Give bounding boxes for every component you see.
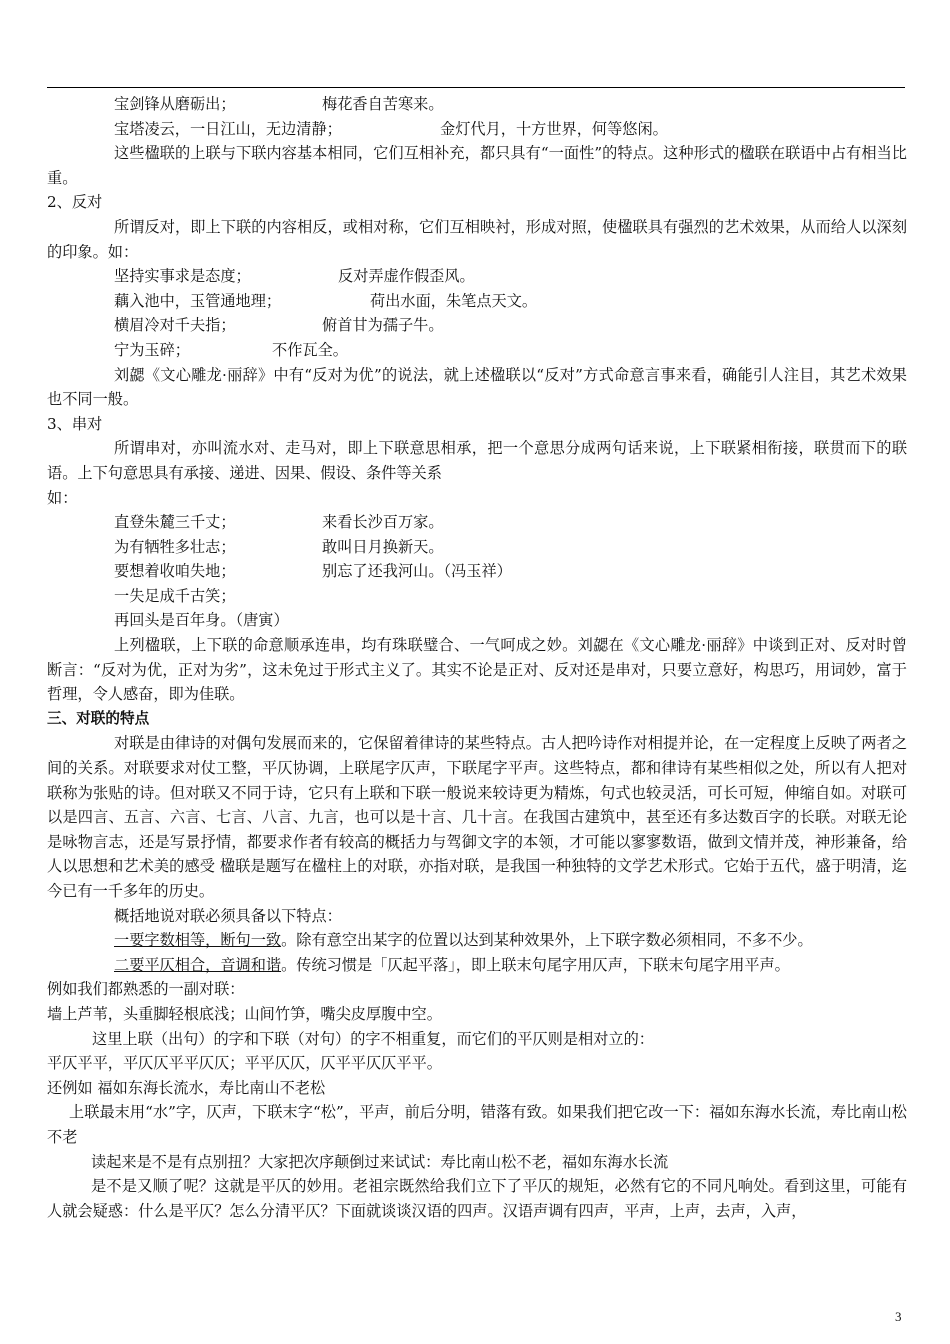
read-line: 读起来是不是有点别扭？大家把次序颠倒过来试试：寿比南山松不老，福如东海水长流 bbox=[91, 1152, 669, 1171]
upper-line: 宝塔凌云，一日江山，无边清静； bbox=[114, 119, 342, 138]
upper-line: 藕入池中，玉管通地理； bbox=[114, 291, 282, 310]
rule-two bbox=[47, 953, 907, 978]
label-ru: 如： bbox=[47, 488, 78, 507]
upper-line: 为有牺牲多壮志； bbox=[114, 537, 236, 556]
lower-line: 梅花香自苦寒来。 bbox=[322, 95, 444, 113]
header-rule bbox=[47, 87, 905, 88]
paragraph-chuandui: 所谓串对，亦叫流水对、走马对，即上下联意思相承，把一个意思分成两句话来说，上下联紧相衔接，联贯而下的联语。上下句意思具有承接、递进、因果、假设、条件等关系 bbox=[47, 439, 907, 482]
paragraph-shunle: 是不是又顺了呢？这就是平仄的妙用。老祖宗既然给我们立下了平仄的规矩，必然有它的不同凡响处。看到这里，可能有人就会疑惑：什么是平仄？怎么分清平仄？下面就谈谈汉语的四声。汉语声调有四声，平声，上声，去声，入声， bbox=[47, 1177, 907, 1220]
couplet-line bbox=[47, 584, 907, 609]
couplet-line bbox=[47, 608, 907, 633]
paragraph-shui: 上联最末用“水”字，仄声，下联末字“松”，平声，前后分明，错落有致。如果我们把它改一下：福如东海水长流，寿比南山松不老 bbox=[47, 1103, 907, 1146]
rule-one-title: 一要字数相等，断句一致 bbox=[114, 931, 282, 950]
paragraph-summary: 上列楹联，上下联的命意顺承连串，均有珠联璧合、一气呵成之妙。刘勰在《文心雕龙·丽辞》中谈到正对、反对时曾断言：“反对为优，正对为劣”，这未免过于形式主义了。其实不论是正对、反对还是串对，只要立意好，构思巧，用词妙，富于哲理，令人感奋，即为佳联。 bbox=[47, 636, 907, 704]
paragraph-onesided: 这些楹联的上联与下联内容基本相同，它们互相补充，都只具有“一面性”的特点。这种形式的楹联在联语中占有相当比重。 bbox=[47, 144, 907, 187]
paragraph-fandui: 所谓反对，即上下联的内容相反，或相对称，它们互相映衬，形成对照，使楹联具有强烈的艺术效果，从而给人以深刻的印象。如： bbox=[47, 217, 907, 261]
paragraph-features: 对联是由律诗的对偶句发展而来的，它保留着律诗的某些特点。古人把吟诗作对相提并论，在一定程度上反映了两者之间的关系。对联要求对仗工整，平仄协调，上联尾字仄声，下联尾字平声。这些特点，都和律诗有某些相似之处，所以有人把对联称为张贴的诗。但对联又不同于诗，它只有上联和下联一般说来较诗更为精炼，句式也较灵活，可长可短，伸缩自如。对联可以是四言、五言、六言、七言、八言、九言，也可以是十言、几十言。在我国古建筑中，甚至还有多达数百字的长联。对联无论是咏物言志，还是写景抒情，都要求作者有较高的概括力与驾御文字的本领，才可能以寥寥数语，做到文情并茂，神形兼备，给人以思想和艺术美的感受 楹联是题写在楹柱上的对联，亦指对联，是我国一种独特的文学艺术形式。它始于五代，盛于明清，迄今已有一千多年的历史。 bbox=[47, 734, 907, 900]
couplet-pair bbox=[47, 338, 907, 363]
couplet-pair bbox=[47, 535, 907, 560]
subheading-fandui: 2、反对 bbox=[47, 193, 103, 212]
section-heading: 三、对联的特点 bbox=[47, 709, 150, 727]
rule-two-title: 二要平仄相合，音调和谐 bbox=[114, 955, 282, 974]
upper-line: 要想着收咱失地； bbox=[114, 562, 236, 581]
paragraph-gaikuo: 概括地说对联必须具备以下特点： bbox=[114, 906, 342, 925]
page-number: 3 bbox=[895, 1309, 902, 1324]
example-intro: 例如我们都熟悉的一副对联： bbox=[47, 980, 245, 999]
lower-line: 来看长沙百万家。 bbox=[322, 513, 444, 532]
upper-line: 横眉冷对千夫指； bbox=[114, 316, 236, 335]
subheading-chuandui: 3、串对 bbox=[47, 414, 103, 433]
upper-line: 宝剑锋从磨砺出； bbox=[114, 95, 236, 113]
document-page bbox=[47, 92, 907, 1223]
example-explain: 这里上联（出句）的字和下联（对句）的字不相重复，而它们的平仄则是相对立的： bbox=[92, 1029, 654, 1048]
upper-line: 直登朱麓三千丈； bbox=[114, 513, 236, 532]
lower-line: 金灯代月，十方世界，何等悠闲。 bbox=[440, 119, 668, 138]
lower-line: 不作瓦全。 bbox=[272, 340, 348, 359]
another-example: 还例如 福如东海长流水，寿比南山不老松 bbox=[47, 1078, 326, 1097]
couplet-pair bbox=[47, 510, 907, 535]
lower-line: 反对弄虚作假歪风。 bbox=[338, 267, 475, 286]
upper-line: 一失足成千古笑； bbox=[114, 586, 236, 605]
lower-line: 别忘了还我河山。（冯玉祥） bbox=[322, 562, 512, 581]
rule-one bbox=[47, 928, 907, 953]
couplet-pair bbox=[47, 289, 907, 314]
couplet-pair bbox=[47, 264, 907, 289]
paragraph-liuxie: 刘勰《文心雕龙·丽辞》中有“反对为优”的说法，就上述楹联以“反对”方式命意言事来看，确能引人注目，其艺术效果也不同一般。 bbox=[47, 365, 907, 409]
rule-two-text: 。传统习惯是「仄起平落」，即上联末句尾字用仄声，下联末句尾字用平声。 bbox=[281, 955, 790, 974]
couplet-pair bbox=[47, 92, 907, 117]
couplet-pair bbox=[47, 559, 907, 584]
pingze-pattern: 平仄平平，平仄仄平平仄仄；平平仄仄，仄平平仄仄平平。 bbox=[47, 1054, 442, 1073]
couplet-pair bbox=[47, 117, 907, 142]
lower-line: 敢叫日月换新天。 bbox=[322, 537, 444, 556]
example-couplet: 墙上芦苇，头重脚轻根底浅；山间竹笋，嘴尖皮厚腹中空。 bbox=[47, 1004, 442, 1023]
lower-line: 再回头是百年身。（唐寅） bbox=[114, 611, 289, 630]
couplet-pair bbox=[47, 313, 907, 338]
rule-one-text: 。除有意空出某字的位置以达到某种效果外，上下联字数必须相同，不多不少。 bbox=[281, 931, 813, 950]
lower-line: 荷出水面，朱笔点天文。 bbox=[370, 291, 538, 310]
lower-line: 俯首甘为孺子牛。 bbox=[322, 316, 444, 335]
upper-line: 宁为玉碎； bbox=[114, 340, 190, 359]
upper-line: 坚持实事求是态度； bbox=[114, 267, 251, 286]
